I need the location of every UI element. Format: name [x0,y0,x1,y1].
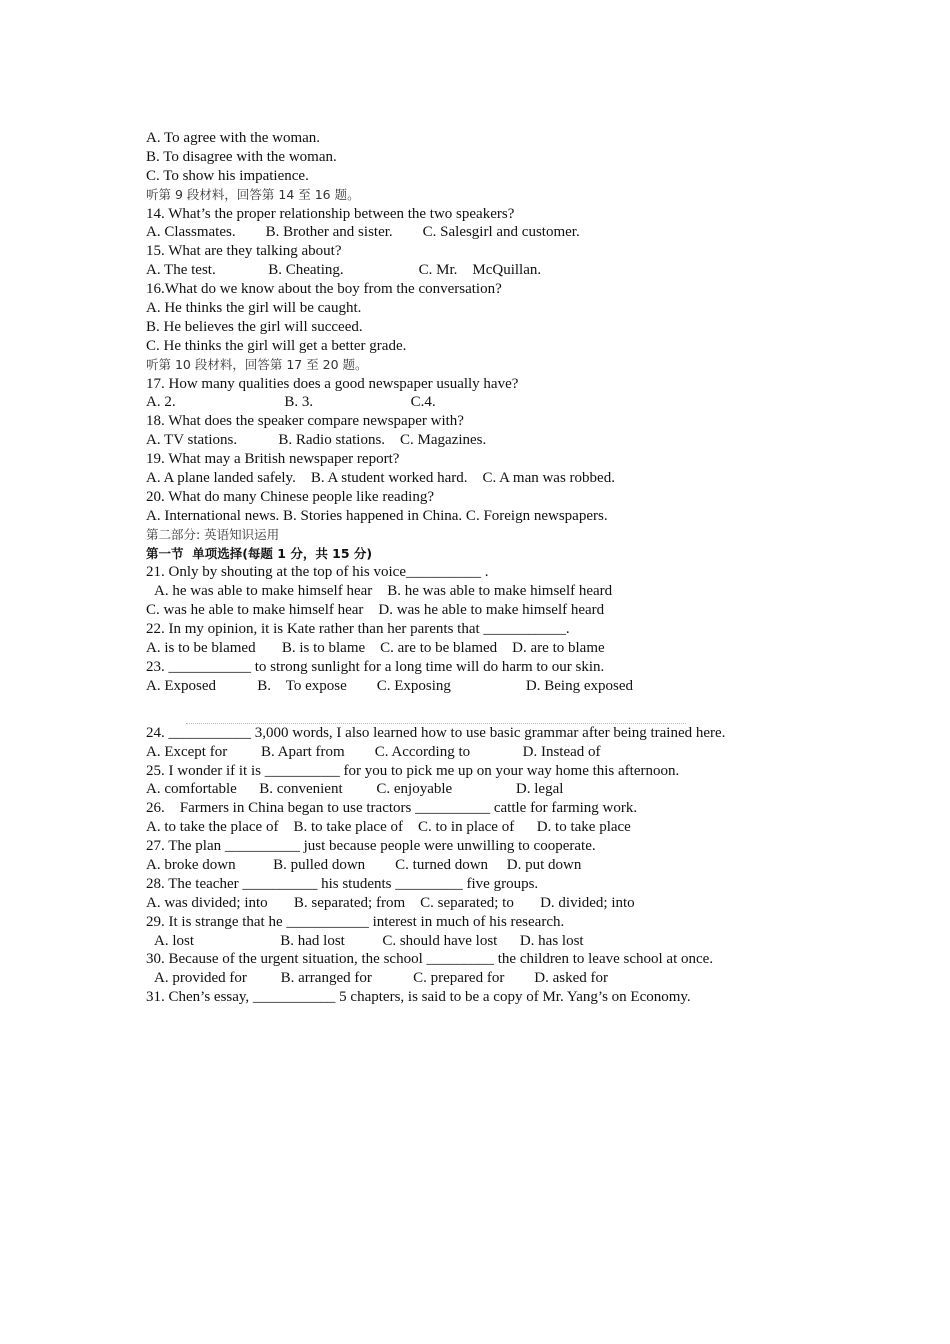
option-line: A. The test. B. Cheating. C. Mr. McQuillan. [146,262,542,279]
question-line: 18. What does the speaker compare newspaper with? [146,413,464,430]
question-line: 26. Farmers in China began to use tractors __________ cattle for farming work. [146,800,638,817]
question-line: 29. It is strange that he ___________ interest in much of his research. [146,913,565,930]
option-line: A. A plane landed safely. B. A student worked hard. C. A man was robbed. [146,470,615,487]
option-line: A. Except for B. Apart from C. According to D. Instead of [146,743,601,760]
option-line: B. He believes the girl will succeed. [146,318,363,335]
part-heading: 第二部分: 英语知识运用 [146,526,280,542]
option-line: A. provided for B. arranged for C. prepared for D. asked for [154,970,609,987]
cut-off-fragment [186,719,686,724]
section-instruction: 听第 10 段材料，回答第 17 至 20 题。 [146,356,368,372]
option-line: A. To agree with the woman. [146,130,321,146]
option-line: C. He thinks the girl will get a better grade. [146,337,407,354]
question-line: 24. ___________ 3,000 words, I also learned how to use basic grammar after being trained here. [146,724,726,741]
question-line: 27. The plan __________ just because people were unwilling to cooperate. [146,838,596,855]
option-line: A. Exposed B. To expose C. Exposing D. Being exposed [146,677,633,694]
question-line: 16.What do we know about the boy from the conversation? [146,281,502,298]
exam-text [146,129,836,1007]
question-line: 23. ___________ to strong sunlight for a long time will do harm to our skin. [146,658,605,675]
question-line: 20. What do many Chinese people like reading? [146,488,434,505]
question-line: 21. Only by shouting at the top of his voice__________ . [146,564,489,581]
option-line: A. was divided; into B. separated; from C. separated; to D. divided; into [146,894,635,911]
question-line: 25. I wonder if it is __________ for you to pick me up on your way home this afternoon. [146,762,680,779]
option-line: A. lost B. had lost C. should have lost D. has lost [154,932,584,949]
option-line: A. TV stations. B. Radio stations. C. Magazines. [146,432,487,449]
option-line: C. To show his impatience. [146,167,309,184]
question-line: 31. Chen’s essay, ___________ 5 chapters, is said to be a copy of Mr. Yang’s on Economy. [146,989,691,1006]
question-line: 17. How many qualities does a good newspaper usually have? [146,375,519,392]
option-line: A. 2. B. 3. C.4. [146,394,436,411]
option-line: A. broke down B. pulled down C. turned down D. put down [146,856,582,873]
question-line: 14. What’s the proper relationship between the two speakers? [146,205,515,222]
option-line: A. International news. B. Stories happened in China. C. Foreign newspapers. [146,507,608,524]
question-line: 15. What are they talking about? [146,243,342,260]
question-line: 19. What may a British newspaper report? [146,451,400,468]
question-line: 30. Because of the urgent situation, the school _________ the children to leave school at once. [146,951,714,968]
cut-off-line [146,696,836,724]
option-line: A. to take the place of B. to take place of C. to in place of D. to take place [146,819,631,836]
option-line: A. is to be blamed B. is to blame C. are to be blamed D. are to blame [146,640,605,657]
option-line: B. To disagree with the woman. [146,148,337,165]
question-line: 28. The teacher __________ his students _________ five groups. [146,875,539,892]
option-line: A. comfortable B. convenient C. enjoyable D. legal [146,781,564,798]
question-line: 22. In my opinion, it is Kate rather than her parents that ___________. [146,621,570,638]
option-line: A. Classmates. B. Brother and sister. C. Salesgirl and customer. [146,224,580,241]
section-instruction: 听第 9 段材料，回答第 14 至 16 题。 [146,186,360,202]
section-heading: 第一节 单项选择(每题 1 分，共 15 分) [146,545,373,561]
option-line: A. he was able to make himself hear B. he was able to make himself heard [154,583,613,600]
option-line: C. was he able to make himself hear D. was he able to make himself heard [146,602,605,619]
option-line: A. He thinks the girl will be caught. [146,300,362,317]
